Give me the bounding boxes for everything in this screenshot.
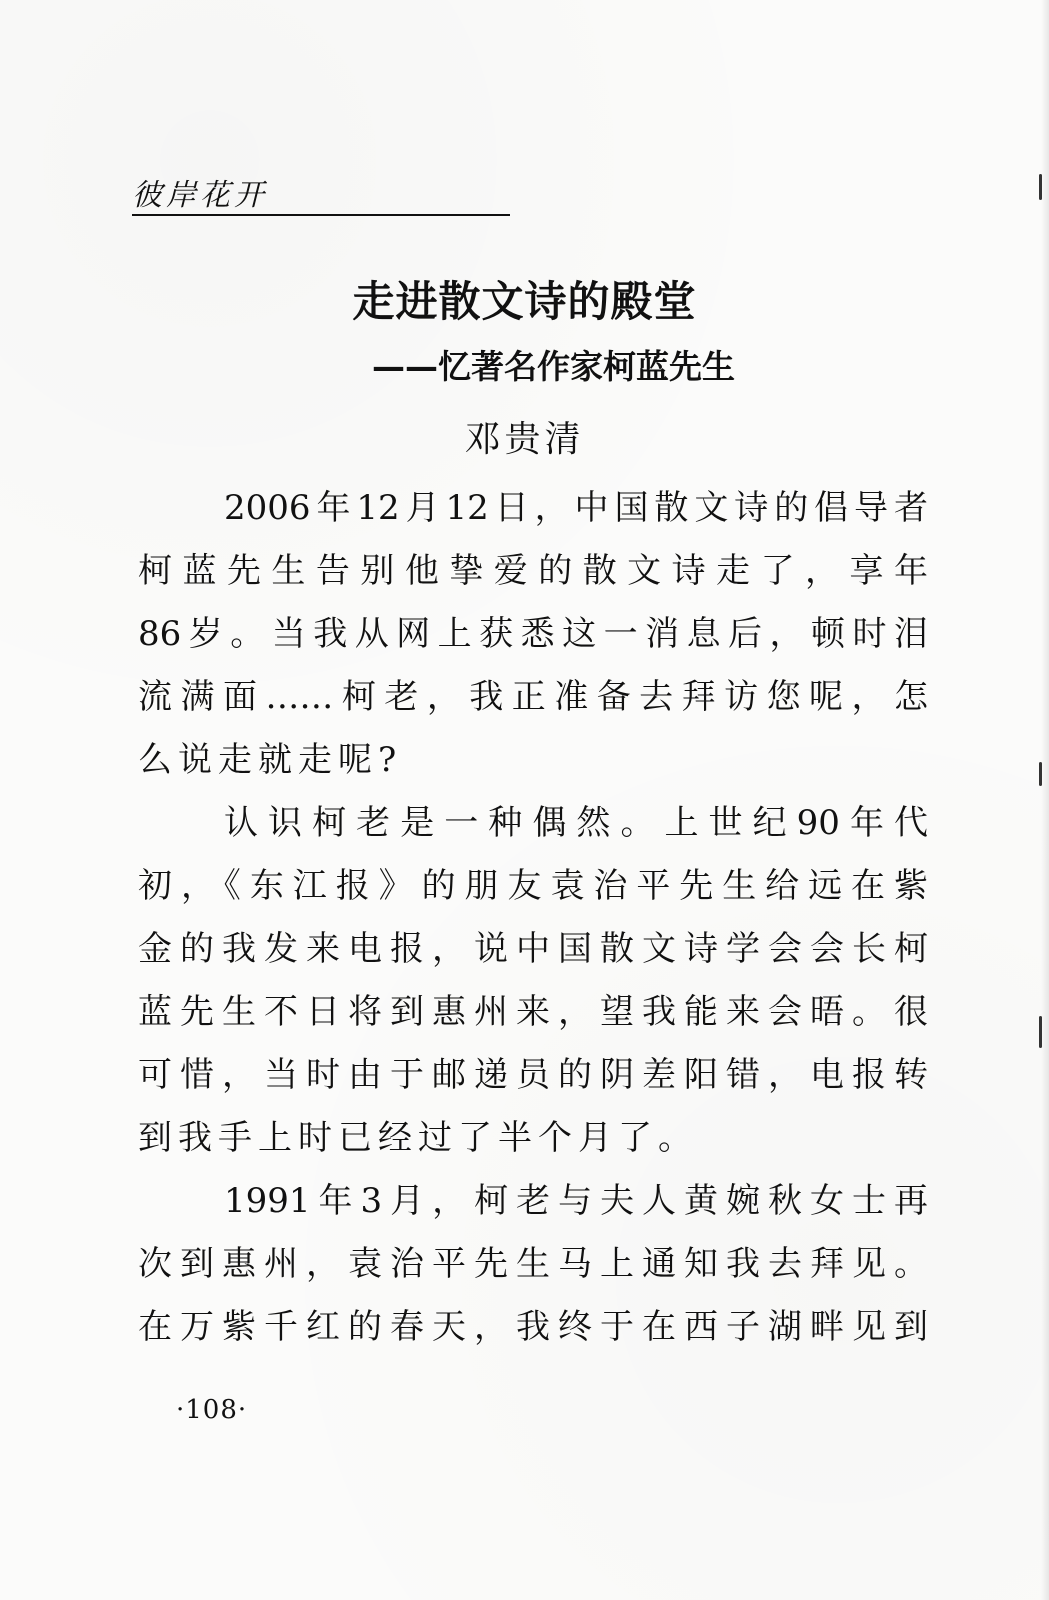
body-line: 2006年12月12日，中国散文诗的倡导者 <box>224 488 928 528</box>
article-subtitle: ——忆著名作家柯蓝先生 <box>372 347 735 386</box>
running-header <box>132 178 510 216</box>
body-line: 可惜，当时由于邮递员的阴差阳错，电报转 <box>138 1055 928 1095</box>
body-line: 到我手上时已经过了半个月了。 <box>138 1118 698 1158</box>
body-line: 86岁。当我从网上获悉这一消息后，顿时泪 <box>138 614 928 654</box>
body-line: 认识柯老是一种偶然。上世纪90年代 <box>224 803 928 843</box>
body-line: 流满面……柯老，我正准备去拜访您呢，怎 <box>138 677 928 717</box>
body-line: 金的我发来电报，说中国散文诗学会会长柯 <box>138 929 928 969</box>
page-edge-mark <box>1039 1016 1042 1048</box>
article-author: 邓贵清 <box>464 419 585 460</box>
book-section-title: 彼岸花开 <box>132 178 268 213</box>
body-line: 在万紫千红的春天，我终于在西子湖畔见到 <box>138 1307 928 1347</box>
body-line: 1991年3月，柯老与夫人黄婉秋女士再 <box>224 1181 928 1221</box>
page-edge-mark <box>1039 174 1042 200</box>
article-title: 走进散文诗的殿堂 <box>352 277 697 326</box>
page-edge-shadow <box>1041 0 1049 1600</box>
body-line: 次到惠州，袁治平先生马上通知我去拜见。 <box>138 1244 928 1284</box>
body-line: 么说走就走呢? <box>138 740 403 780</box>
body-line: 蓝先生不日将到惠州来，望我能来会晤。很 <box>138 992 928 1032</box>
page-edge-mark <box>1039 762 1042 786</box>
body-line: 柯蓝先生告别他挚爱的散文诗走了，享年 <box>138 551 928 591</box>
page-number: ·108· <box>176 1395 248 1425</box>
body-line: 初，《东江报》的朋友袁治平先生给远在紫 <box>138 866 928 906</box>
